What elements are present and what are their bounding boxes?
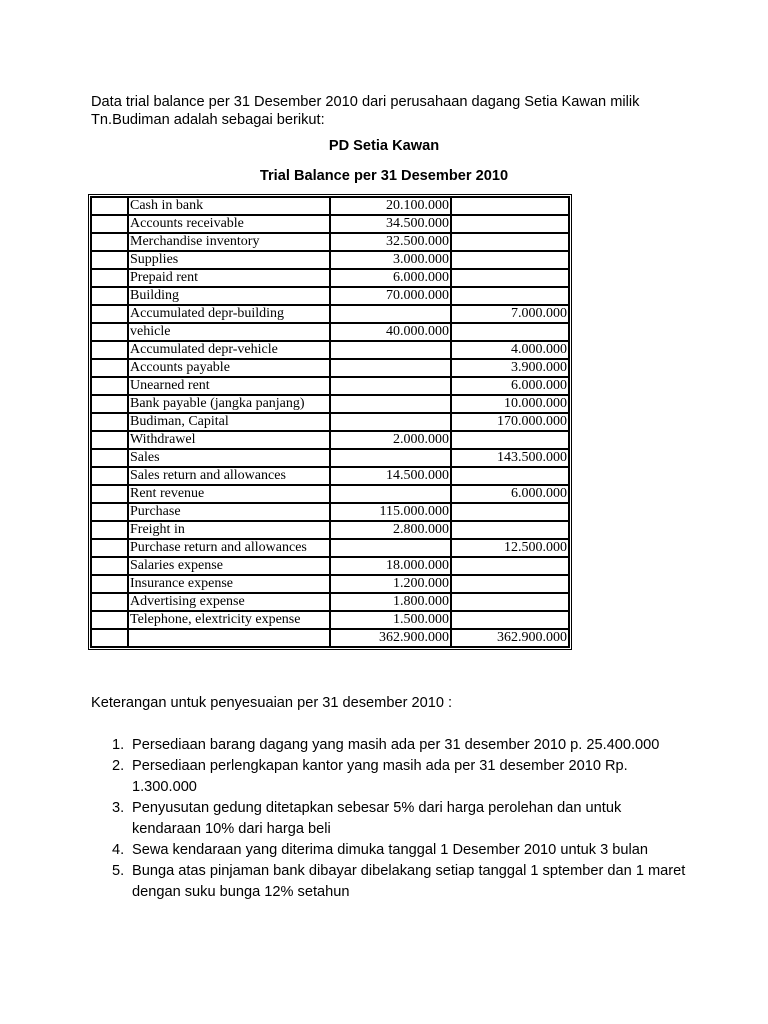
debit-cell: 1.800.000 — [330, 593, 451, 611]
credit-cell: 7.000.000 — [451, 305, 569, 323]
row-number-cell — [91, 467, 128, 485]
list-item — [91, 861, 691, 903]
list-item-number: 5. — [112, 863, 125, 879]
debit-cell: 2.000.000 — [330, 431, 451, 449]
account-name-cell: vehicle — [128, 323, 330, 341]
debit-cell — [330, 413, 451, 431]
list-item-text: Penyusutan gedung ditetapkan sebesar 5% dari harga perolehan dan untuk kendaraan 10% dari harga beli — [132, 800, 622, 837]
account-name-cell: Purchase — [128, 503, 330, 521]
debit-cell: 20.100.000 — [330, 197, 451, 215]
table-row — [91, 395, 569, 413]
row-number-cell — [91, 359, 128, 377]
row-number-cell — [91, 431, 128, 449]
table-row — [91, 485, 569, 503]
intro-paragraph: Data trial balance per 31 Desember 2010 dari perusahaan dagang Setia Kawan milik Tn.Budiman adalah sebagai berikut: — [91, 94, 640, 128]
list-item-number: 2. — [112, 758, 125, 774]
table-row — [91, 611, 569, 629]
credit-cell — [451, 467, 569, 485]
table-row — [91, 449, 569, 467]
debit-cell — [330, 341, 451, 359]
trial-balance-title: Trial Balance per 31 Desember 2010 — [259, 168, 509, 184]
account-name-cell: Rent revenue — [128, 485, 330, 503]
list-item-text: Bunga atas pinjaman bank dibayar dibelakang setiap tanggal 1 sptember dan 1 maret dengan suku bunga 12% setahun — [132, 863, 686, 900]
table-row — [91, 521, 569, 539]
credit-cell — [451, 575, 569, 593]
row-number-cell — [91, 395, 128, 413]
table-row — [91, 467, 569, 485]
debit-cell: 1.500.000 — [330, 611, 451, 629]
table-row — [91, 233, 569, 251]
debit-cell — [330, 449, 451, 467]
table-row — [91, 431, 569, 449]
row-number-cell — [91, 593, 128, 611]
account-name-cell: Sales return and allowances — [128, 467, 330, 485]
table-row — [91, 377, 569, 395]
account-name-cell: Unearned rent — [128, 377, 330, 395]
account-name-cell: Cash in bank — [128, 197, 330, 215]
debit-cell: 6.000.000 — [330, 269, 451, 287]
debit-cell — [330, 485, 451, 503]
credit-cell — [451, 431, 569, 449]
row-number-cell — [91, 341, 128, 359]
account-name-cell: Insurance expense — [128, 575, 330, 593]
account-name-cell: Salaries expense — [128, 557, 330, 575]
credit-cell — [451, 503, 569, 521]
total-credit-cell: 362.900.000 — [451, 629, 569, 647]
debit-cell — [330, 359, 451, 377]
row-number-cell — [91, 197, 128, 215]
account-name-cell: Purchase return and allowances — [128, 539, 330, 557]
account-name-cell: Accounts receivable — [128, 215, 330, 233]
row-number-cell — [91, 251, 128, 269]
row-number-cell — [91, 305, 128, 323]
debit-cell: 2.800.000 — [330, 521, 451, 539]
row-number-cell — [91, 503, 128, 521]
debit-cell — [330, 305, 451, 323]
table-row — [91, 305, 569, 323]
row-number-cell — [91, 629, 128, 647]
adjustment-notes-list — [91, 735, 691, 903]
list-item — [91, 798, 691, 840]
account-name-cell: Budiman, Capital — [128, 413, 330, 431]
credit-cell — [451, 593, 569, 611]
debit-cell: 40.000.000 — [330, 323, 451, 341]
credit-cell: 170.000.000 — [451, 413, 569, 431]
credit-cell — [451, 611, 569, 629]
list-item-number: 1. — [112, 737, 125, 753]
row-number-cell — [91, 557, 128, 575]
debit-cell: 32.500.000 — [330, 233, 451, 251]
credit-cell — [451, 287, 569, 305]
account-name-cell: Supplies — [128, 251, 330, 269]
trial-balance-body — [91, 197, 569, 647]
company-title: PD Setia Kawan — [328, 138, 440, 154]
account-name-cell: Building — [128, 287, 330, 305]
credit-cell: 4.000.000 — [451, 341, 569, 359]
notes-heading: Keterangan untuk penyesuaian per 31 desember 2010 : — [91, 695, 453, 711]
account-name-cell: Accumulated depr-building — [128, 305, 330, 323]
credit-cell: 6.000.000 — [451, 377, 569, 395]
account-name-cell — [128, 629, 330, 647]
table-row — [91, 593, 569, 611]
row-number-cell — [91, 269, 128, 287]
debit-cell: 34.500.000 — [330, 215, 451, 233]
debit-cell: 14.500.000 — [330, 467, 451, 485]
row-number-cell — [91, 413, 128, 431]
credit-cell — [451, 521, 569, 539]
list-item-number: 4. — [112, 842, 125, 858]
credit-cell — [451, 557, 569, 575]
list-item-number: 3. — [112, 800, 125, 816]
table-row — [91, 359, 569, 377]
list-item-text: Persediaan barang dagang yang masih ada per 31 desember 2010 p. 25.400.000 — [132, 737, 660, 753]
account-name-cell: Sales — [128, 449, 330, 467]
list-item-text: Sewa kendaraan yang diterima dimuka tanggal 1 Desember 2010 untuk 3 bulan — [132, 842, 648, 858]
credit-cell: 12.500.000 — [451, 539, 569, 557]
credit-cell: 10.000.000 — [451, 395, 569, 413]
debit-cell: 1.200.000 — [330, 575, 451, 593]
account-name-cell: Withdrawel — [128, 431, 330, 449]
account-name-cell: Merchandise inventory — [128, 233, 330, 251]
debit-cell: 3.000.000 — [330, 251, 451, 269]
debit-cell — [330, 395, 451, 413]
credit-cell — [451, 269, 569, 287]
row-number-cell — [91, 611, 128, 629]
table-row — [91, 341, 569, 359]
table-row — [91, 251, 569, 269]
row-number-cell — [91, 323, 128, 341]
trial-balance-table — [90, 196, 570, 648]
table-row — [91, 287, 569, 305]
table-row — [91, 269, 569, 287]
row-number-cell — [91, 539, 128, 557]
table-row — [91, 539, 569, 557]
list-item-text: Persediaan perlengkapan kantor yang masih ada per 31 desember 2010 Rp. 1.300.000 — [132, 758, 628, 795]
account-name-cell: Accounts payable — [128, 359, 330, 377]
list-item — [91, 756, 691, 798]
credit-cell — [451, 323, 569, 341]
debit-cell — [330, 539, 451, 557]
total-debit-cell: 362.900.000 — [330, 629, 451, 647]
table-row — [91, 215, 569, 233]
row-number-cell — [91, 377, 128, 395]
table-row — [91, 413, 569, 431]
row-number-cell — [91, 485, 128, 503]
debit-cell: 70.000.000 — [330, 287, 451, 305]
debit-cell: 115.000.000 — [330, 503, 451, 521]
credit-cell — [451, 233, 569, 251]
credit-cell — [451, 197, 569, 215]
credit-cell: 143.500.000 — [451, 449, 569, 467]
table-row — [91, 503, 569, 521]
row-number-cell — [91, 287, 128, 305]
table-row — [91, 323, 569, 341]
table-row — [91, 557, 569, 575]
list-item — [91, 735, 691, 756]
credit-cell: 3.900.000 — [451, 359, 569, 377]
row-number-cell — [91, 233, 128, 251]
account-name-cell: Accumulated depr-vehicle — [128, 341, 330, 359]
account-name-cell: Freight in — [128, 521, 330, 539]
row-number-cell — [91, 521, 128, 539]
table-row — [91, 197, 569, 215]
account-name-cell: Bank payable (jangka panjang) — [128, 395, 330, 413]
debit-cell: 18.000.000 — [330, 557, 451, 575]
totals-row — [91, 629, 569, 647]
list-item — [91, 840, 691, 861]
credit-cell — [451, 251, 569, 269]
row-number-cell — [91, 449, 128, 467]
account-name-cell: Telephone, elextricity expense — [128, 611, 330, 629]
account-name-cell: Prepaid rent — [128, 269, 330, 287]
row-number-cell — [91, 575, 128, 593]
table-row — [91, 575, 569, 593]
account-name-cell: Advertising expense — [128, 593, 330, 611]
row-number-cell — [91, 215, 128, 233]
credit-cell — [451, 215, 569, 233]
credit-cell: 6.000.000 — [451, 485, 569, 503]
debit-cell — [330, 377, 451, 395]
